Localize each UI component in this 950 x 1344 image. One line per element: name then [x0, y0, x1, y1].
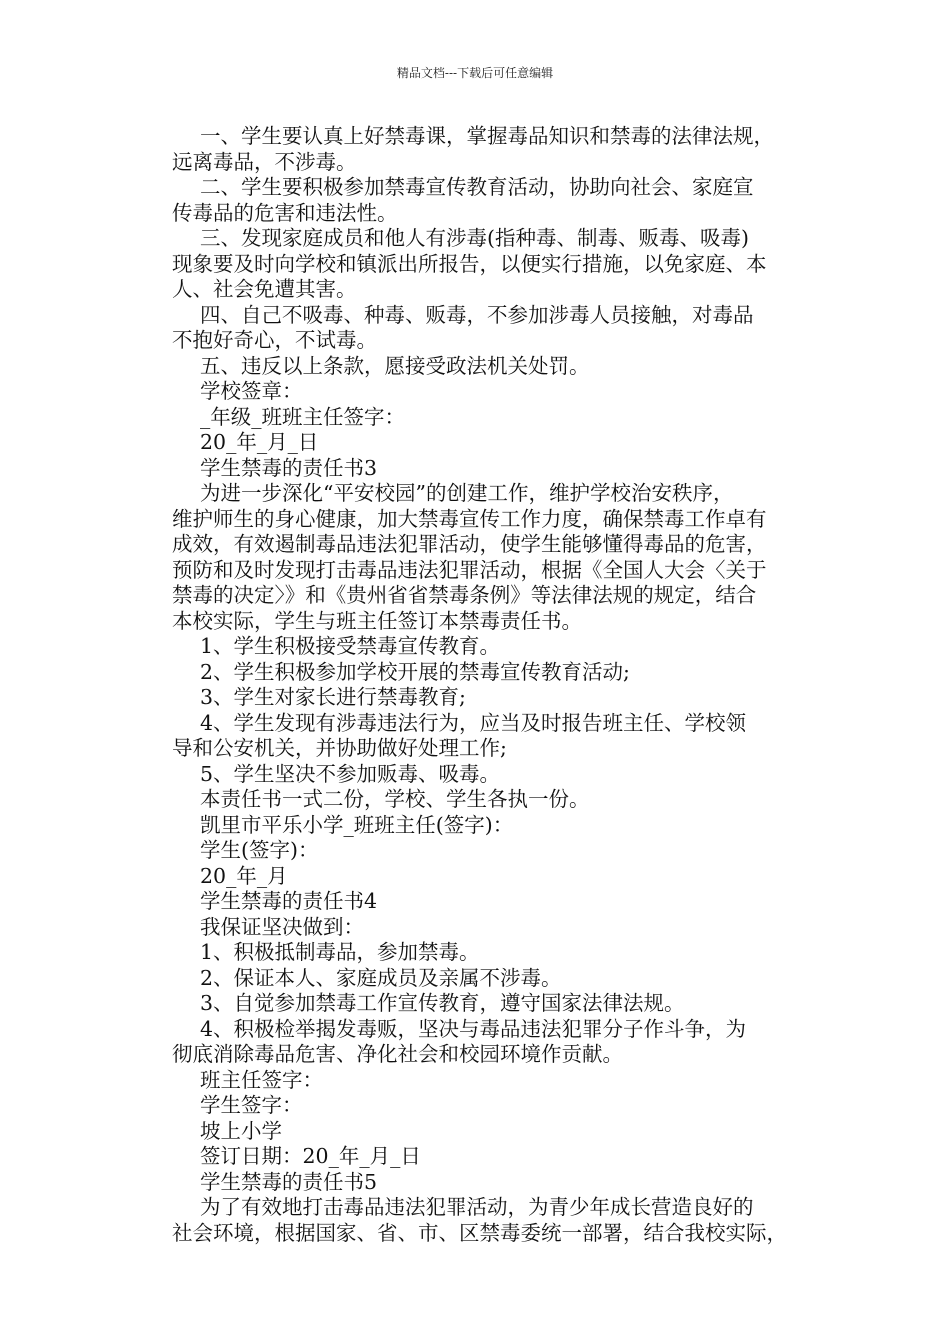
text-line: 学生禁毒的责任书5 — [200, 1169, 378, 1194]
text-line: 5、学生坚决不参加贩毒、吸毒。 — [200, 761, 501, 786]
text-line: 签订日期：20_年_月_日 — [200, 1144, 421, 1168]
text-line: 二、学生要积极参加禁毒宣传教育活动，协助向社会、家庭宣 — [200, 175, 754, 199]
text-line: 20_年_月 — [200, 863, 288, 888]
text-line: 不抱好奇心，不试毒。 — [172, 328, 377, 352]
text-line: 彻底消除毒品危害、净化社会和校园环境作贡献。 — [172, 1042, 623, 1066]
text-line: 3、学生对家长进行禁毒教育; — [200, 685, 466, 709]
document-body — [172, 124, 832, 1246]
text-line: 4、积极检举揭发毒贩，坚决与毒品违法犯罪分子作斗争，为 — [200, 1016, 747, 1041]
text-line: 禁毒的决定〉》和《贵州省省禁毒条例》等法律法规的规定，结合 — [172, 583, 757, 607]
text-line: 2、学生积极参加学校开展的禁毒宣传教育活动; — [200, 659, 630, 684]
text-line: 传毒品的危害和违法性。 — [172, 200, 398, 225]
text-line: 四、自己不吸毒、种毒、贩毒，不参加涉毒人员接触，对毒品 — [200, 302, 754, 327]
page-header: 精品文档---下载后可任意编辑 — [396, 66, 554, 80]
text-line: 学生(签字)： — [200, 838, 319, 862]
text-line: 现象要及时向学校和镇派出所报告，以便实行措施，以免家庭、本 — [172, 251, 767, 276]
text-line: 学生禁毒的责任书3 — [200, 455, 378, 480]
text-line: 维护师生的身心健康，加大禁毒宣传工作力度，确保禁毒工作卓有 — [172, 506, 767, 531]
text-line: 我保证坚决做到： — [200, 914, 364, 939]
text-line: 4、学生发现有涉毒违法行为，应当及时报告班主任、学校领 — [200, 710, 747, 735]
text-line: 人、社会免遭其害。 — [172, 277, 357, 301]
text-line: 1、学生积极接受禁毒宣传教育。 — [200, 634, 501, 658]
text-line: 本责任书一式二份，学校、学生各执一份。 — [200, 787, 590, 811]
text-line: 导和公安机关，并协助做好处理工作; — [172, 736, 507, 760]
text-line: _年级_班班主任签字： — [200, 404, 405, 429]
text-line: 五、违反以上条款，愿接受政法机关处罚。 — [200, 353, 590, 378]
text-line: 20_年_月_日 — [200, 430, 319, 454]
text-line: 3、自觉参加禁毒工作宣传教育，遵守国家法律法规。 — [200, 991, 685, 1015]
text-line: 学生签字： — [200, 1093, 303, 1117]
text-line: 为了有效地打击毒品违法犯罪活动，为青少年成长营造良好的 — [200, 1195, 754, 1219]
text-line: 预防和及时发现打击毒品违法犯罪活动，根据《全国人大会〈关于 — [172, 557, 767, 582]
text-line: 远离毒品，不涉毒。 — [172, 149, 357, 174]
text-line: 凯里市平乐小学_班班主任(签字)： — [200, 812, 514, 837]
text-line: 2、保证本人、家庭成员及亲属不涉毒。 — [200, 965, 562, 990]
text-line: 三、发现家庭成员和他人有涉毒(指种毒、制毒、贩毒、吸毒) — [200, 226, 749, 250]
text-line: 学校签章： — [200, 379, 303, 403]
text-line: 成效，有效遏制毒品违法犯罪活动，使学生能够懂得毒品的危害， — [172, 532, 767, 556]
text-line: 一、学生要认真上好禁毒课，掌握毒品知识和禁毒的法律法规， — [200, 124, 774, 148]
text-line: 社会环境，根据国家、省、市、区禁毒委统一部署，结合我校实际， — [172, 1220, 787, 1245]
text-line: 学生禁毒的责任书4 — [200, 889, 378, 913]
text-line: 班主任签字： — [200, 1067, 323, 1092]
text-line: 为进一步深化“平安校园”的创建工作，维护学校治安秩序， — [200, 481, 734, 505]
text-line: 1、积极抵制毒品，参加禁毒。 — [200, 940, 480, 964]
text-line: 坡上小学 — [200, 1118, 282, 1143]
text-line: 本校实际，学生与班主任签订本禁毒责任书。 — [172, 608, 582, 633]
